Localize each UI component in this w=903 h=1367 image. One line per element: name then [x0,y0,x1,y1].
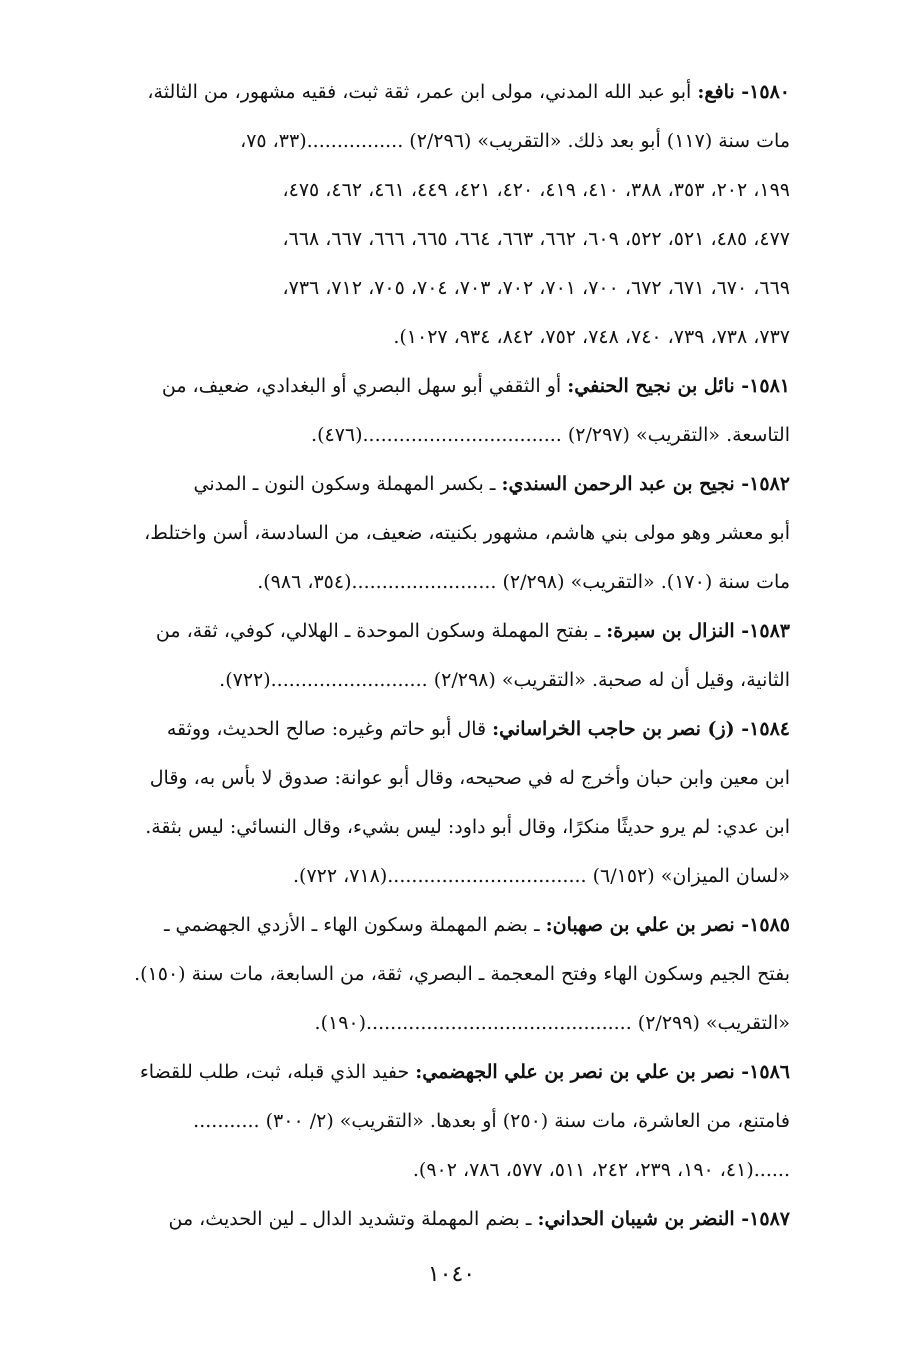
entry-line: ابن معين وابن حبان وأخرج له في صحيحه، وقال أبو عوانة: صدوق لا بأس به، وقال [149,767,790,789]
entry-line [55,460,790,509]
entry-line: «التقريب» (٢/٢٩٩) ............................................(١٩٠). [314,1012,790,1034]
entry-line: ١٩٩، ٢٠٢، ٣٥٣، ٣٨٨، ٤١٠، ٤١٩، ٤٢٠، ٤٢١، ٤٤٩، ٤٦١، ٤٦٢، ٤٧٥، [282,179,790,201]
entry-line: ابن عدي: لم يرو حديثًا منكرًا، وقال أبو داود: ليس بشيء، وقال النسائي: ليس بثقة. [145,816,790,838]
entry-1582 [55,460,790,607]
entry-line: مات سنة (١٧٠). «التقريب» (٢/٢٩٨) ........................(٣٥٤، ٩٨٦). [257,571,790,593]
entry-heading: ١٥٨٣- النزال بن سبرة: [606,620,790,642]
entry-1585 [55,901,790,1048]
entry-1586 [55,1048,790,1195]
entry-text: أو الثقفي أبو سهل البصري أو البغدادي، ضعيف، من [161,375,562,397]
entry-line: ......(٤١، ١٩٠، ٢٣٩، ٢٤٢، ٥١١، ٥٧٧، ٧٨٦، ٩٠٢). [412,1159,790,1181]
entry-line: ٧٣٧، ٧٣٨، ٧٣٩، ٧٤٠، ٧٤٨، ٧٥٢، ٨٤٢، ٩٣٤، ١٠٢٧). [393,326,790,348]
entry-text: قال أبو حاتم وغيره: صالح الحديث، ووثقه [166,718,487,740]
entry-line [55,1048,790,1097]
entry-1584 [55,705,790,901]
entry-line [55,901,790,950]
entry-line: التاسعة. «التقريب» (٢/٢٩٧) .................................(٤٧٦). [311,424,790,446]
entry-heading: ١٥٨٦- نصر بن علي بن نصر بن علي الجهضمي: [415,1061,790,1083]
entry-1583 [55,607,790,705]
entry-line: ٦٦٩، ٦٧٠، ٦٧١، ٦٧٢، ٧٠٠، ٧٠١، ٧٠٢، ٧٠٣، ٧٠٤، ٧٠٥، ٧١٢، ٧٣٦، [282,277,790,299]
entry-text: ـ بفتح المهملة وسكون الموحدة ـ الهلالي، كوفي، ثقة، من [155,620,601,642]
page-body [55,68,790,1244]
entry-line [55,607,790,656]
entry-text: ـ بكسر المهملة وسكون النون ـ المدني [193,473,496,495]
entry-line [55,1195,790,1244]
entry-line: مات سنة (١١٧) أبو بعد ذلك. «التقريب» (٢/٢٩٦) ................(٣٣، ٧٥، [240,130,790,152]
entry-line: أبو معشر وهو مولى بني هاشم، مشهور بكنيته، ضعيف، من السادسة، أسن واختلط، [144,522,790,544]
entry-heading: ١٥٨٤- (ز) نصر بن حاجب الخراساني: [492,718,790,740]
entry-text: ـ بضم المهملة وسكون الهاء ـ الأزدي الجهضمي ـ [163,914,540,936]
page-number: ١٠٤٠ [427,1262,476,1287]
entry-line: بفتح الجيم وسكون الهاء وفتح المعجمة ـ البصري، ثقة، من السابعة، مات سنة (١٥٠). [134,963,790,985]
entry-heading: ١٥٨٢- نجيح بن عبد الرحمن السندي: [501,473,790,495]
entry-line: «لسان الميزان» (٦/١٥٢) .................................(٧١٨، ٧٢٢). [292,865,790,887]
entry-line [55,362,790,411]
entry-heading: ١٥٨٠- نافع: [697,81,790,103]
entry-heading: ١٥٨١- نائل بن نجيح الحنفي: [567,375,790,397]
entry-line: فامتنع، من العاشرة، مات سنة (٢٥٠) أو بعدها. «التقريب» (٢/ ٣٠٠) ........... [193,1110,790,1132]
entry-1581 [55,362,790,460]
entry-line: ٤٧٧، ٤٨٥، ٥٢١، ٥٢٢، ٦٠٩، ٦٦٢، ٦٦٣، ٦٦٤، ٦٦٥، ٦٦٦، ٦٦٧، ٦٦٨، [282,228,790,250]
entry-line [55,68,790,117]
entry-text: أبو عبد الله المدني، مولى ابن عمر، ثقة ثبت، فقيه مشهور، من الثالثة، [147,81,692,103]
entry-1587 [55,1195,790,1244]
entry-text: حفيد الذي قبله، ثبت، طلب للقضاء [139,1061,410,1083]
entry-heading: ١٥٨٥- نصر بن علي بن صهبان: [545,914,790,936]
entry-1580 [55,68,790,362]
entry-heading: ١٥٨٧- النضر بن شيبان الحداني: [537,1208,790,1230]
entry-line [55,705,790,754]
entry-text: ـ بضم المهملة وتشديد الدال ـ لين الحديث، من [168,1208,532,1230]
entry-line: الثانية، وقيل أن له صحبة. «التقريب» (٢/٢٩٨) ..........................(٧٢٢). [219,669,790,691]
